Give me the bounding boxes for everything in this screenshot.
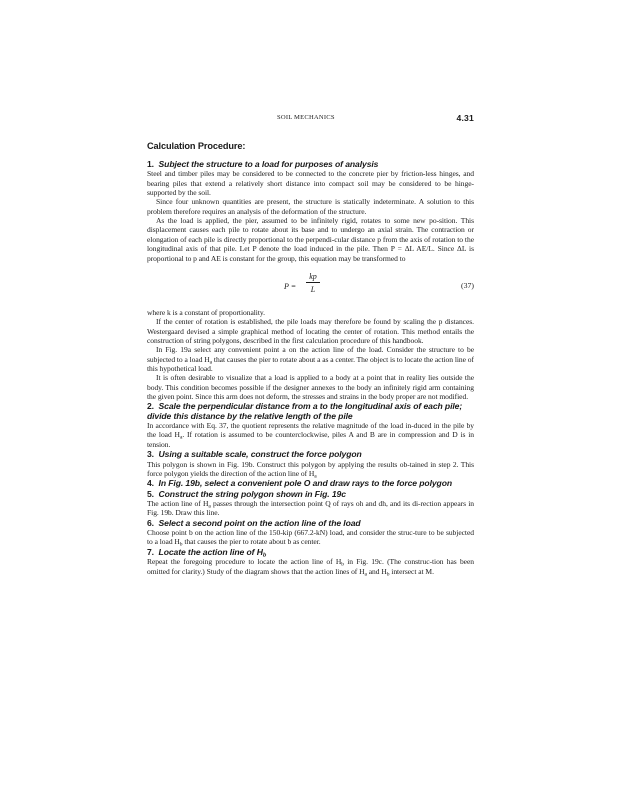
paragraph: This polygon is shown in Fig. 19b. Construct this polygon by applying the results ob-tained in step 2. This force polygon yields the direction of the action line of $H_a$: [147, 459, 474, 480]
step-6-heading: 6. Select a second point on the action line of the load: [147, 517, 361, 528]
step-4-heading: 4. In Fig. 19b, select a convenient pole O and draw rays to the force polygon: [147, 478, 452, 489]
equation-lhs: P =: [284, 281, 297, 291]
paragraph: where k is a constant of proportionality.: [147, 307, 265, 317]
step-3-heading: 3. Using a suitable scale, construct the force polygon: [147, 449, 362, 460]
running-title: SOIL MECHANICS: [277, 114, 335, 121]
paragraph: In accordance with Eq. 37, the quotient represents the relative magnitude of the load in-duced in the pile by the load $H_a$. If rotation is assumed to be counterclockwise, piles A and B are in compression and D is in tension.: [147, 421, 474, 449]
page-header: [147, 113, 474, 127]
equation-fraction: [306, 272, 320, 294]
paragraph: Since four unknown quantities are present, the structure is statically indeterminate. A solution to this problem therefore requires an analysis of the deformation of the structure.: [147, 197, 474, 216]
paragraph: As the load is applied, the pier, assumed to be infinitely rigid, rotates to some new po-sition. This displacement causes each pile to rotate about its base and to undergo an axial strain. The contraction or elongation of each pile is directly proportional to the perpendi-cular distance p from the axis of rotation to the longitudinal axis of that pile. Let P denote the load induced in the pile. Then P = ΔL AE/L. Since ΔL is proportional to p and AE is constant for the group, this equation may be transformed to: [147, 216, 474, 263]
paragraph: If the center of rotation is established, the pile loads may therefore be found by scaling the p distances. Westergaard devised a simple graphical method of locating the center of rotation. This method entails the construction of string polygons, described in the first calculation procedure of this handbook.: [147, 317, 474, 345]
paragraph: In Fig. 19a select any convenient point a on the action line of the load. Consider the structure to be subjected to a load $H_a$ that causes the pier to rotate about a as a center. The object is to locate the action line of this hypothetical load.: [147, 345, 474, 373]
step-5-heading: 5. Construct the string polygon shown in Fig. 19c: [147, 488, 346, 499]
step-2-heading: 2. Scale the perpendicular distance from a to the longitudinal axis of each pile; divide this distance by the relative length of the pile: [147, 401, 463, 421]
equation-37: [147, 266, 474, 306]
step-7-heading: 7. Locate the action line of $H_b$: [147, 546, 267, 559]
paragraph: Steel and timber piles may be considered to be connected to the concrete pier by friction-less hinges, and bearing piles that extend a relatively short distance into compact soil may be considered to be hinge-supported by the soil.: [147, 169, 474, 198]
paragraph: Choose point b on the action line of the 150-kip (667.2-kN) load, and consider the struc-ture to be subjected to a load $H_b$ that causes the pier to rotate about b as center.: [147, 528, 474, 548]
page-number: 4.31: [456, 113, 474, 123]
paragraph: It is often desirable to visualize that a load is applied to a body at a point that in reality lies outside the body. This condition becomes possible if the designer annexes to the body an infinitely rigid arm containing the given point. Since this arm does not deform, the stresses and strains in the body proper are not modified.: [147, 373, 474, 401]
equation-number: (37): [461, 280, 474, 290]
step-1-heading: 1. Subject the structure to a load for purposes of analysis: [147, 159, 379, 169]
paragraph: The action line of $H_a$ passes through the intersection point Q of rays oh and dh, and its di-rection appears in Fig. 19b. Draw this line.: [147, 499, 474, 518]
paragraph: Repeat the foregoing procedure to locate the action line of $H_b$ in Fig. 19c. (The construc-tion has been omitted for clarity.) Study of the diagram shows that the action lines of $H_a$ and $H_b$ intersect at M.: [147, 557, 474, 578]
equation-numerator: kp: [306, 272, 320, 283]
equation-denominator: L: [310, 284, 316, 294]
section-title: Calculation Procedure:: [147, 141, 246, 151]
document-page: [147, 113, 474, 576]
